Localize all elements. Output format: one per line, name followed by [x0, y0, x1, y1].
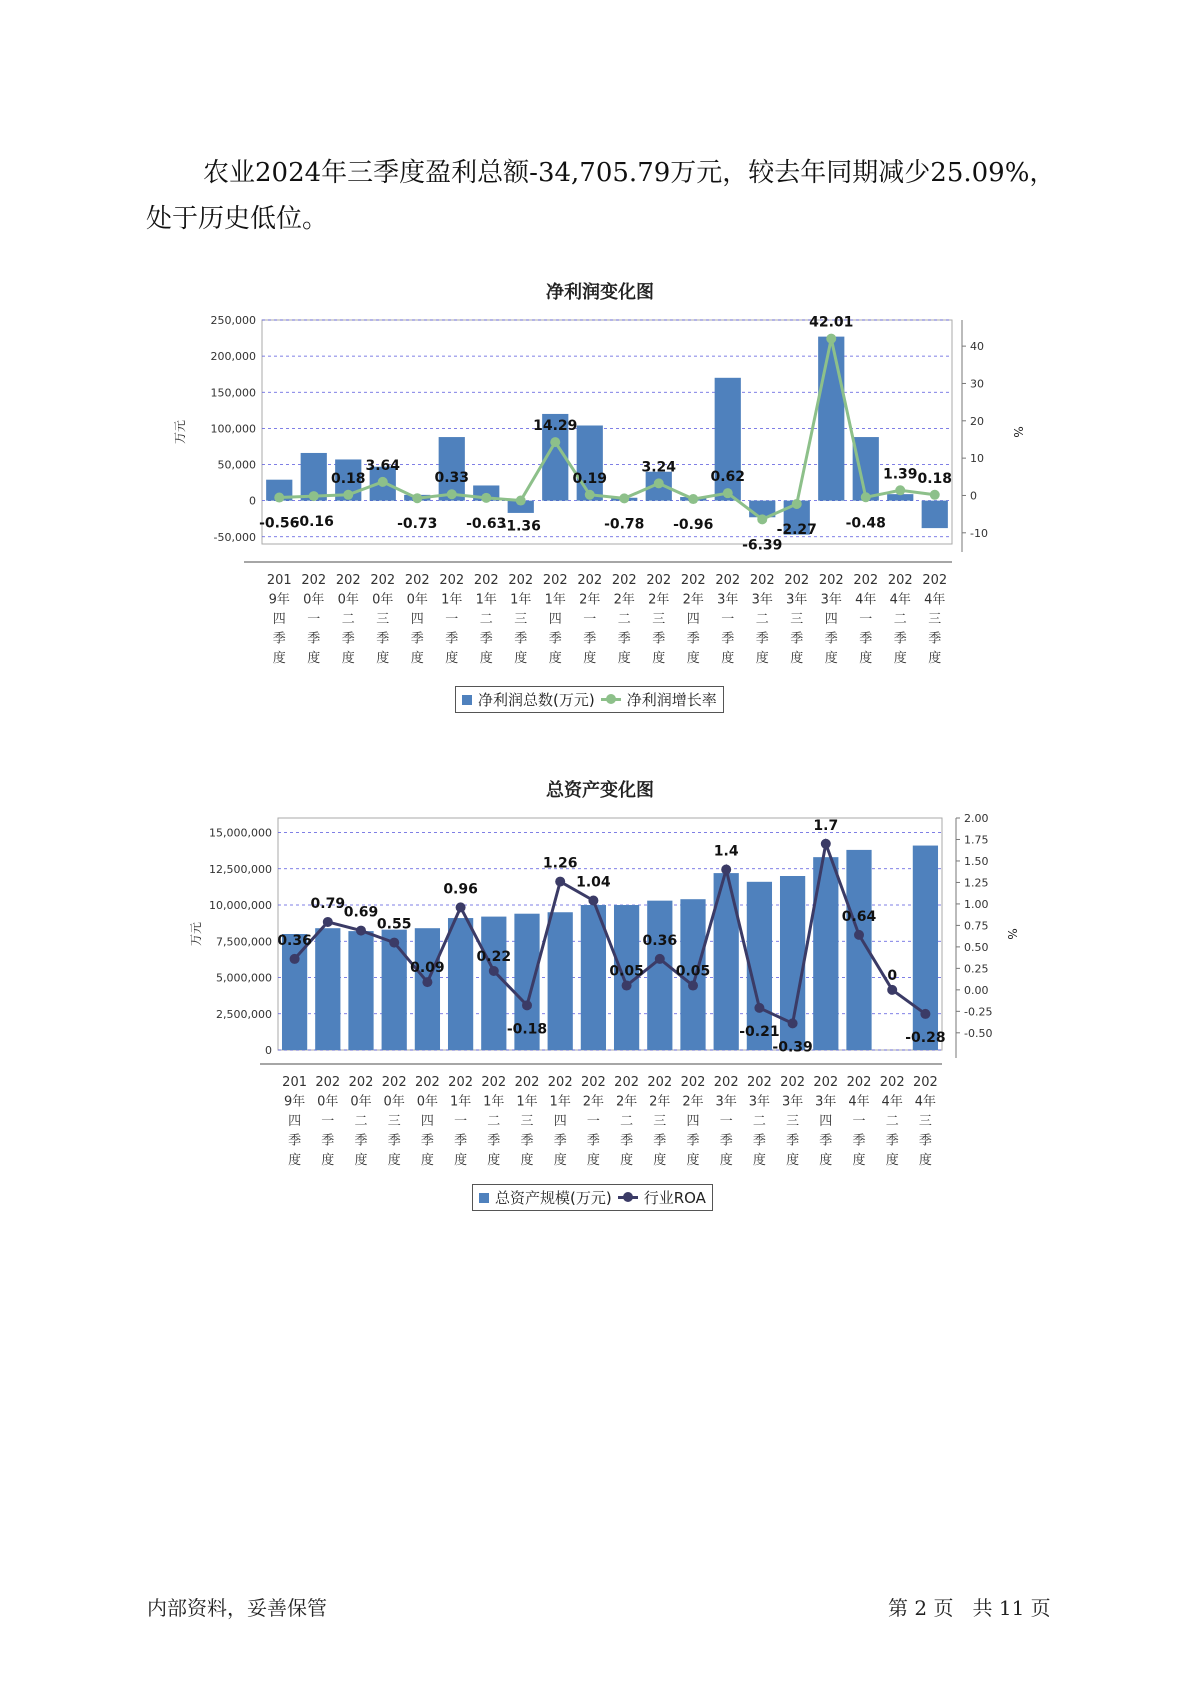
bar — [282, 934, 307, 1050]
x-tick-label: 202 2年三季度 — [647, 1075, 673, 1168]
x-tick-label: 202 1年四季度 — [547, 1075, 573, 1168]
bar — [647, 901, 672, 1050]
x-tick-label: 202 1年三季度 — [508, 573, 534, 666]
bar — [548, 912, 573, 1050]
y2-tick-label: 0.25 — [964, 962, 989, 976]
line-point — [481, 493, 491, 503]
line-point — [516, 496, 526, 506]
x-tick-label: 202 3年二季度 — [749, 573, 775, 666]
footer-page-number: 第 2 页 共 11 页 — [888, 1596, 1051, 1620]
bar — [818, 337, 844, 501]
line-point — [456, 902, 466, 912]
data-label: -0.39 — [772, 1039, 813, 1056]
y2-tick-label: 10 — [970, 452, 984, 466]
y2-tick-label: 0.50 — [964, 940, 989, 954]
x-tick-label: 202 2年四季度 — [680, 573, 706, 666]
line-point — [930, 490, 940, 500]
line-point — [389, 938, 399, 948]
x-tick-label: 202 1年四季度 — [542, 573, 568, 666]
x-tick-label: 202 0年一季度 — [301, 573, 327, 666]
data-label: 42.01 — [809, 314, 854, 331]
bar — [481, 917, 506, 1050]
line-point — [622, 981, 632, 991]
plot-area — [278, 818, 942, 1050]
y2-tick-label: 0 — [970, 489, 977, 503]
data-label: 0.19 — [572, 470, 608, 487]
line-point — [522, 1000, 532, 1010]
line-point — [619, 493, 629, 503]
data-label: -0.16 — [293, 514, 334, 531]
x-tick-label: 202 4年一季度 — [846, 1075, 872, 1168]
data-label: 0.62 — [710, 469, 746, 486]
bar — [913, 846, 938, 1050]
y-tick-label: 50,000 — [217, 458, 256, 472]
data-label: 0.05 — [609, 963, 644, 980]
data-label: 1.4 — [713, 843, 739, 860]
x-tick-label: 202 1年二季度 — [473, 573, 499, 666]
bar-legend-swatch — [479, 1193, 489, 1203]
data-label: 0.33 — [434, 470, 470, 487]
x-tick-label: 202 3年一季度 — [715, 573, 741, 666]
data-label: 0.96 — [443, 881, 478, 898]
bar-legend-swatch — [462, 695, 472, 705]
y2-tick-label: 0.75 — [964, 919, 989, 933]
chart1-legend-line-label: 净利润增长率 — [626, 691, 717, 709]
x-tick-label: 202 3年三季度 — [784, 573, 810, 666]
line-point — [309, 491, 319, 501]
line-point — [721, 865, 731, 875]
chart2-title: 总资产变化图 — [546, 780, 654, 801]
line-point — [688, 981, 698, 991]
line-legend-swatch — [618, 1196, 638, 1199]
data-label: 0.36 — [642, 932, 678, 949]
line-point — [688, 494, 698, 504]
y2-tick-label: 2.00 — [964, 812, 989, 825]
chart2-legend-line-label: 行业ROA — [643, 1189, 706, 1207]
line-point — [588, 895, 598, 905]
bar — [382, 930, 407, 1050]
y2-tick-label: 30 — [970, 377, 984, 391]
y-tick-label: 10,000,000 — [209, 899, 272, 912]
data-label: 0 — [887, 967, 898, 984]
y-tick-label: -50,000 — [213, 530, 256, 544]
x-tick-label: 202 4年三季度 — [922, 573, 948, 666]
x-tick-label: 202 3年二季度 — [746, 1075, 772, 1168]
paragraph — [147, 150, 1067, 242]
data-label: 0.18 — [917, 470, 953, 487]
bar — [415, 928, 440, 1050]
y2-tick-label: 20 — [970, 414, 984, 428]
data-label: -0.48 — [845, 515, 886, 532]
line-point — [854, 930, 864, 940]
line-point — [550, 437, 560, 447]
line-point — [861, 492, 871, 502]
line-point — [788, 1018, 798, 1028]
data-label: 0.18 — [330, 470, 366, 487]
x-tick-label: 202 2年一季度 — [580, 1075, 606, 1168]
bar — [348, 931, 373, 1050]
x-tick-label: 202 2年二季度 — [611, 573, 637, 666]
chart1-title: 净利润变化图 — [546, 282, 654, 303]
x-tick-label: 202 2年二季度 — [614, 1075, 640, 1168]
line-point — [655, 954, 665, 964]
x-tick-label: 202 3年一季度 — [713, 1075, 739, 1168]
x-tick-label: 202 0年三季度 — [381, 1075, 407, 1168]
y2-tick-label: 1.50 — [964, 854, 989, 868]
y-tick-label: 0 — [265, 1044, 272, 1057]
x-tick-label: 202 3年四季度 — [813, 1075, 839, 1168]
y-tick-label: 150,000 — [210, 386, 256, 400]
line-point — [792, 499, 802, 509]
x-tick-label: 202 1年一季度 — [448, 1075, 474, 1168]
y-tick-label: 7,500,000 — [216, 935, 272, 949]
line-point — [821, 839, 831, 849]
line-point — [378, 477, 388, 487]
y-tick-label: 2,500,000 — [216, 1007, 272, 1021]
x-tick-label: 202 4年二季度 — [887, 573, 913, 666]
bar — [315, 928, 340, 1050]
x-tick-label: 202 0年二季度 — [335, 573, 361, 666]
line-point — [447, 489, 457, 499]
x-tick-label: 202 0年二季度 — [348, 1075, 374, 1168]
data-label: -6.39 — [742, 537, 783, 554]
data-label: 0.64 — [841, 908, 877, 925]
data-label: 14.29 — [533, 418, 578, 435]
data-label: 0.05 — [675, 963, 711, 980]
y-tick-label: 5,000,000 — [216, 971, 272, 985]
data-label: -0.63 — [466, 515, 507, 532]
x-tick-label: 202 0年三季度 — [370, 573, 396, 666]
line-point — [723, 488, 733, 498]
data-label: 0.36 — [277, 932, 312, 949]
data-label: 0.09 — [410, 960, 445, 977]
line-point — [654, 478, 664, 488]
line-point — [422, 977, 432, 987]
y-axis-title: 万元 — [173, 419, 187, 445]
y2-tick-label: -0.50 — [964, 1026, 993, 1040]
y2-tick-label: 1.75 — [964, 833, 989, 847]
bar — [922, 501, 948, 528]
y-axis-title: 万元 — [189, 921, 203, 947]
x-tick-label: 202 4年二季度 — [879, 1075, 905, 1168]
y2-tick-label: 0.00 — [964, 983, 989, 997]
x-tick-label: 202 1年一季度 — [439, 573, 465, 666]
data-label: -0.28 — [905, 1029, 946, 1046]
data-label: 1.26 — [542, 855, 578, 872]
data-label: 1.04 — [576, 874, 611, 891]
data-label: -0.73 — [397, 516, 438, 533]
data-label: -0.56 — [259, 515, 300, 532]
x-tick-label: 202 0年四季度 — [414, 1075, 440, 1168]
data-label: -0.96 — [673, 517, 714, 534]
y2-tick-label: 1.25 — [964, 876, 989, 890]
x-tick-label: 202 2年一季度 — [577, 573, 603, 666]
x-tick-label: 202 4年一季度 — [853, 573, 879, 666]
chart2-legend — [472, 1184, 713, 1211]
data-label: 3.64 — [365, 457, 401, 474]
line-point — [555, 877, 565, 887]
y2-axis-title: % — [1005, 928, 1019, 940]
chart2-legend-bar-label: 总资产规模(万元) — [495, 1189, 612, 1207]
data-label: -0.78 — [604, 516, 645, 533]
x-tick-label: 202 3年四季度 — [818, 573, 844, 666]
line-point — [895, 485, 905, 495]
data-label: 0.22 — [476, 948, 512, 965]
y2-axis-title: % — [1011, 426, 1025, 438]
line-point — [826, 334, 836, 344]
x-tick-label: 202 0年四季度 — [404, 573, 430, 666]
line-point — [920, 1009, 930, 1019]
line-point — [323, 917, 333, 927]
line-point — [290, 954, 300, 964]
y2-tick-label: -10 — [970, 526, 988, 540]
data-label: 3.24 — [641, 459, 677, 476]
bar — [577, 425, 603, 500]
line-point — [412, 493, 422, 503]
x-tick-label: 202 2年四季度 — [680, 1075, 706, 1168]
y2-tick-label: 1.00 — [964, 897, 989, 911]
data-label: -0.18 — [506, 1021, 548, 1038]
data-label: 0.55 — [376, 916, 412, 933]
footer-left: 内部资料，妥善保管 — [147, 1596, 327, 1620]
line-point — [343, 490, 353, 500]
line-point — [585, 490, 595, 500]
y-tick-label: 12,500,000 — [209, 862, 272, 876]
line-point — [887, 985, 897, 995]
total-assets-chart — [0, 800, 1191, 1180]
paragraph-line-1: 农业2024年三季度盈利总额-34,705.79万元，较去年同期减少25.09%， — [203, 158, 1056, 188]
data-label: -2.27 — [776, 521, 817, 538]
paragraph-line-2: 处于历史低位。 — [146, 204, 329, 234]
y-tick-label: 200,000 — [210, 350, 256, 364]
line-point — [757, 514, 767, 524]
bar — [448, 918, 473, 1050]
chart1-legend-bar-label: 净利润总数(万元) — [478, 691, 595, 709]
chart1-legend — [455, 686, 724, 713]
x-tick-label: 202 0年一季度 — [315, 1075, 341, 1168]
line-point — [274, 493, 284, 503]
data-label: -1.36 — [500, 518, 541, 535]
x-tick-label: 202 3年三季度 — [780, 1075, 806, 1168]
data-label: 0.69 — [343, 904, 379, 921]
data-label: -0.21 — [739, 1023, 780, 1040]
plot-area — [262, 320, 952, 544]
data-label: 0.79 — [310, 895, 346, 912]
x-tick-label: 201 9年四季度 — [266, 573, 292, 666]
x-tick-label: 201 9年四季度 — [282, 1075, 308, 1168]
line-point — [489, 966, 499, 976]
x-tick-label: 202 2年三季度 — [646, 573, 672, 666]
y-tick-label: 15,000,000 — [209, 826, 272, 840]
line-point — [356, 926, 366, 936]
data-label: 1.7 — [813, 817, 839, 834]
x-tick-label: 202 4年三季度 — [912, 1075, 938, 1168]
x-tick-label: 202 1年三季度 — [514, 1075, 540, 1168]
y-tick-label: 0 — [249, 494, 256, 508]
x-tick-label: 202 1年二季度 — [481, 1075, 507, 1168]
data-label: 1.39 — [882, 466, 918, 483]
y2-tick-label: -0.25 — [964, 1005, 993, 1019]
y-tick-label: 250,000 — [210, 314, 256, 327]
y-tick-label: 100,000 — [210, 422, 256, 436]
y2-tick-label: 40 — [970, 340, 984, 354]
line-legend-swatch — [601, 698, 621, 701]
line-point — [754, 1003, 764, 1013]
